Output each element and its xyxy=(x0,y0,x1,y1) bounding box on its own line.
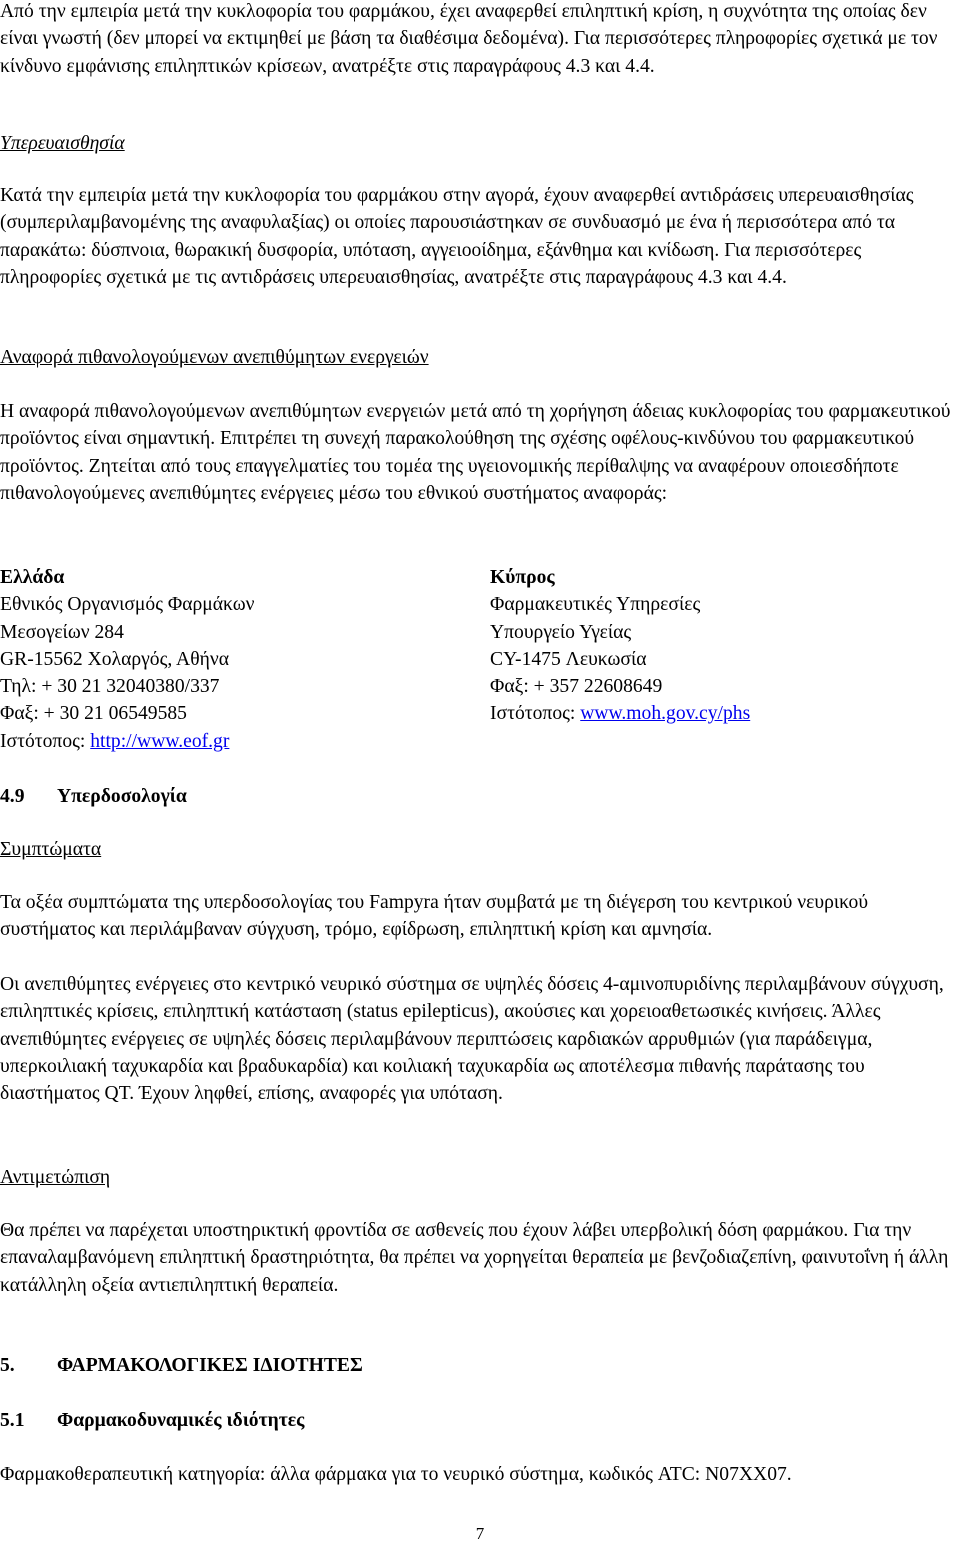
cyprus-website-label: Ιστότοπος: xyxy=(490,703,581,725)
treatment-heading: Αντιμετώπιση xyxy=(0,1167,111,1188)
greece-street: Μεσογείων 284 xyxy=(0,621,124,643)
greece-city: GR-15562 Χολαργός, Αθήνα xyxy=(0,648,229,670)
section-4-9-title: Υπερδοσολογία xyxy=(57,786,187,807)
greece-website-label: Ιστότοπος: xyxy=(0,730,91,752)
section-5-1-title: Φαρμακοδυναμικές ιδιότητες xyxy=(57,1410,305,1431)
section-5-1-paragraph: Φαρμακοθεραπευτική κατηγορία: άλλα φάρμακα για το νευρικό σύστημα, κωδικός ATC: N07XX07. xyxy=(0,1464,792,1485)
greece-org: Εθνικός Οργανισμός Φαρμάκων xyxy=(0,594,255,616)
cyprus-country: Κύπρος xyxy=(490,567,555,588)
greece-website xyxy=(0,728,254,755)
cyprus-org: Φαρμακευτικές Υπηρεσίες xyxy=(490,594,701,616)
section-4-9-number: 4.9 xyxy=(0,786,25,807)
greece-contact xyxy=(0,564,254,755)
symptoms-paragraph-2: Οι ανεπιθύμητες ενέργειες στο κεντρικό νευρικό σύστημα σε υψηλές δόσεις 4-αμινοπυριδίνης περιλαμβάνουν σύγχυση, επιληπτικές κρίσεις, επιληπτική κατάσταση (status epilepticus), ακούσιες και χορειοαθετωσικές κινήσεις. Άλλες ανεπιθύμητες ενέργειες σε υψηλές δόσεις περιλαμβάνουν περιπτώσεις καρδιακών αρρυθμιών (για παράδειγμα, υπερκοιλιακή ταχυκαρδία και βραδυκαρδία) και κοιλιακή ταχυκαρδία ως αποτέλεσμα πιθανής παράτασης του διαστήματος QT. Έχουν ληφθεί, επίσης, αναφορές για υπόταση. xyxy=(0,974,944,1105)
section-5-title: ΦΑΡΜΑΚΟΛΟΓΙΚΕΣ ΙΔΙΟΤΗΤΕΣ xyxy=(57,1355,363,1376)
hypersensitivity-heading: Υπερευαισθησία xyxy=(0,133,125,154)
cyprus-city: CY-1475 Λευκωσία xyxy=(490,648,647,670)
hypersensitivity-paragraph: Κατά την εμπειρία μετά την κυκλοφορία του φαρμάκου στην αγορά, έχουν αναφερθεί αντιδράσεις υπερευαισθησίας (συμπεριλαμβανομένης της αναφυλαξίας) οι οποίες παρουσιάστηκαν σε συνδυασμό με ένα ή περισσότερα από τα παρακάτω: δύσπνοια, θωρακική δυσφορία, υπόταση, αγγειοοίδημα, εξάνθημα και κνίδωση. Για περισσότερες πληροφορίες σχετικά με τις αντιδράσεις υπερευαισθησίας, ανατρέξτε στις παραγράφους 4.3 και 4.4. xyxy=(0,185,914,288)
section-5-number: 5. xyxy=(0,1355,15,1376)
symptoms-paragraph-1: Τα οξέα συμπτώματα της υπερδοσολογίας του Fampyra ήταν συμβατά με τη διέγερση του κεντρικού νευρικού συστήματος και περιλάμβαναν σύγχυση, τρόμο, εφίδρωση, επιληπτική κρίση και αμνησία. xyxy=(0,892,869,941)
reporting-heading: Αναφορά πιθανολογούμενων ανεπιθύμητων ενεργειών xyxy=(0,347,429,368)
treatment-paragraph: Θα πρέπει να παρέχεται υποστηρικτική φροντίδα σε ασθενείς που έχουν λάβει υπερβολική δόση φαρμάκου. Για την επαναλαμβανόμενη επιληπτική δραστηριότητα, θα πρέπει να χορηγείται θεραπεία με βενζοδιαζεπίνη, φαινυτοΐνη ή άλλη κατάλληλη οξεία αντιεπιληπτική θεραπεία. xyxy=(0,1220,949,1296)
cyprus-fax: Φαξ: + 357 22608649 xyxy=(490,676,663,698)
greece-country: Ελλάδα xyxy=(0,567,65,588)
section-5-1-heading xyxy=(0,1407,958,1434)
greece-phone: Τηλ: + 30 21 32040380/337 xyxy=(0,676,220,698)
cyprus-ministry: Υπουργείο Υγείας xyxy=(490,621,632,643)
cyprus-website xyxy=(490,700,750,727)
intro-paragraph: Από την εμπειρία μετά την κυκλοφορία του φαρμάκου, έχει αναφερθεί επιληπτική κρίση, η συχνότητα της οποίας δεν είναι γνωστή (δεν μπορεί να εκτιμηθεί με βάση τα διαθέσιμα δεδομένα). Για περισσότερες πληροφορίες σχετικά με τον κίνδυνο εμφάνισης επιληπτικών κρίσεων, ανατρέξτε στις παραγράφους 4.3 και 4.4. xyxy=(0,1,938,77)
symptoms-heading: Συμπτώματα xyxy=(0,839,102,860)
cyprus-contact xyxy=(490,564,750,728)
section-4-9-heading xyxy=(0,783,958,810)
greece-fax: Φαξ: + 30 21 06549585 xyxy=(0,703,187,725)
reporting-paragraph: Η αναφορά πιθανολογούμενων ανεπιθύμητων ενεργειών μετά από τη χορήγηση άδειας κυκλοφορίας του φαρμακευτικού προϊόντος είναι σημαντική. Επιτρέπει τη συνεχή παρακολούθηση της σχέσης οφέλους-κινδύνου του φαρμακευτικού προϊόντος. Ζητείται από τους επαγγελματίες του τομέα της υγειονομικής περίθαλψης να αναφέρουν οποιεσδήποτε πιθανολογούμενες ανεπιθύμητες ενέργειες μέσω του εθνικού συστήματος αναφοράς: xyxy=(0,401,951,504)
section-5-1-number: 5.1 xyxy=(0,1410,25,1431)
section-5-heading xyxy=(0,1352,958,1379)
greece-website-link[interactable]: http://www.eof.gr xyxy=(90,730,230,752)
cyprus-website-link[interactable]: www.moh.gov.cy/phs xyxy=(580,703,751,725)
page-number: 7 xyxy=(475,1524,485,1543)
